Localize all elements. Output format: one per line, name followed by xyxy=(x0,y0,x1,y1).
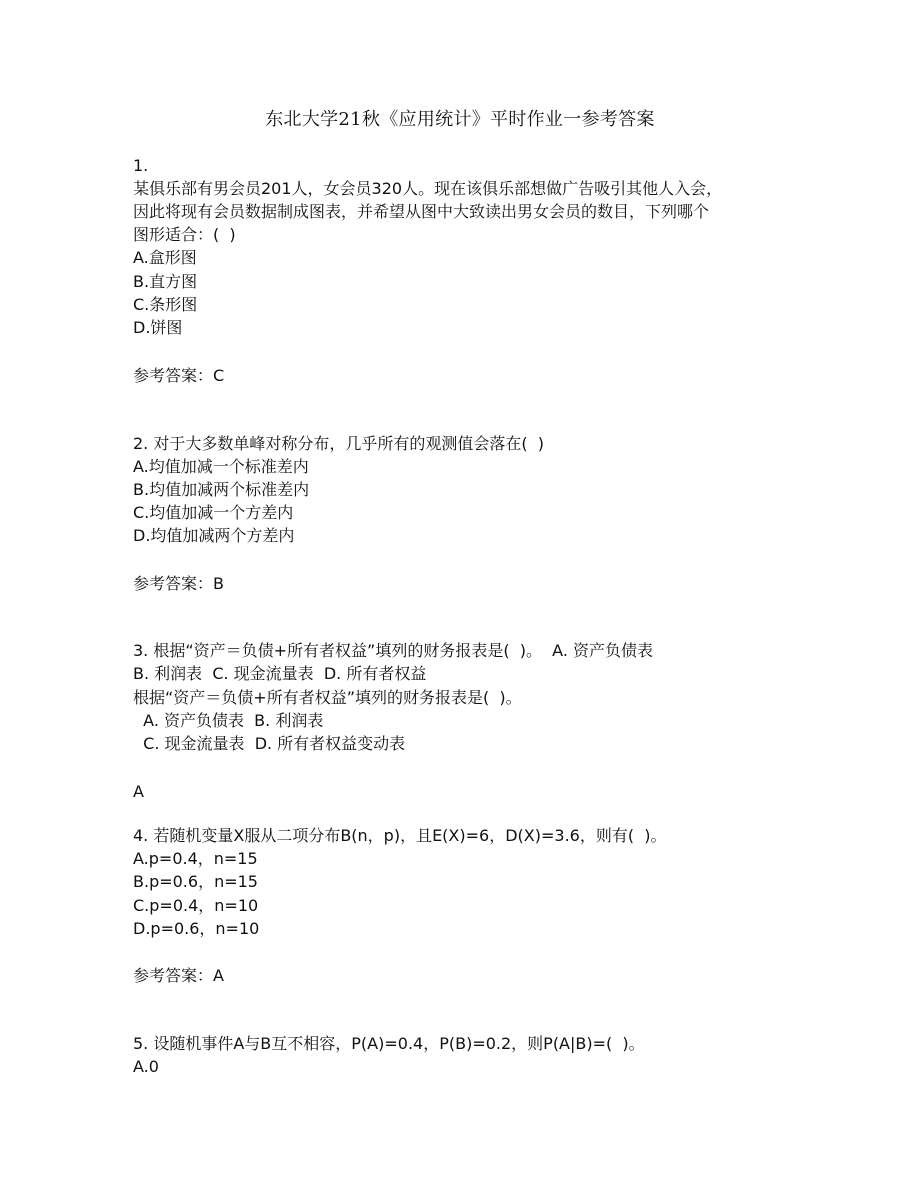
question-1-stem-line-1: 某俱乐部有男会员201人，女会员320人。现在该俱乐部想做广告吸引其他人入会， xyxy=(133,179,723,198)
question-1-option-d: D.饼图 xyxy=(133,318,183,337)
question-1-stem-line-3: 图形适合：( ) xyxy=(133,225,236,244)
question-5-stem: 5. 设随机事件A与B互不相容，P(A)=0.4，P(B)=0.2，则P(A|B)=( )。 xyxy=(133,1034,645,1053)
question-1-stem-line-2: 因此将现有会员数据制成图表，并希望从图中大致读出男女会员的数目，下列哪个 xyxy=(133,202,710,221)
question-1-answer: 参考答案：C xyxy=(133,366,225,385)
question-2-stem: 2. 对于大多数单峰对称分布，几乎所有的观测值会落在( ) xyxy=(133,434,545,453)
question-2-option-a: A.均值加减一个标准差内 xyxy=(133,457,309,476)
question-4-option-b: B.p=0.6，n=15 xyxy=(133,872,258,891)
question-1-number: 1. xyxy=(133,156,149,175)
question-3-stem-line-1: 3. 根据“资产＝负债+所有者权益”填列的财务报表是( )。 A. 资产负债表 xyxy=(133,641,654,660)
question-4-option-a: A.p=0.4，n=15 xyxy=(133,849,258,868)
question-4-stem: 4. 若随机变量X服从二项分布B(n，p)，且E(X)=6，D(X)=3.6，则有( )。 xyxy=(133,826,667,845)
question-1-option-b: B.直方图 xyxy=(133,272,198,291)
question-1-option-c: C.条形图 xyxy=(133,295,198,314)
question-2-option-c: C.均值加减一个方差内 xyxy=(133,503,294,522)
question-1-option-a: A.盒形图 xyxy=(133,248,197,267)
question-4-answer: 参考答案：A xyxy=(133,966,224,985)
question-3-answer: A xyxy=(133,782,144,801)
question-2-option-b: B.均值加减两个标准差内 xyxy=(133,480,310,499)
document-title: 东北大学21秋《应用统计》平时作业一参考答案 xyxy=(265,109,655,130)
question-4-option-c: C.p=0.4，n=10 xyxy=(133,896,259,915)
question-3-stem-line-2: B. 利润表 C. 现金流量表 D. 所有者权益 xyxy=(133,664,427,683)
question-4-option-d: D.p=0.6，n=10 xyxy=(133,919,260,938)
question-3-stem-line-3: 根据“资产＝负债+所有者权益”填列的财务报表是( )。 xyxy=(133,688,522,707)
question-2-option-d: D.均值加减两个方差内 xyxy=(133,526,295,545)
question-3-stem-line-4: A. 资产负债表 B. 利润表 xyxy=(133,711,324,730)
question-3-stem-line-5: C. 现金流量表 D. 所有者权益变动表 xyxy=(133,734,406,753)
question-2-answer: 参考答案：B xyxy=(133,574,224,593)
question-5-option-a: A.0 xyxy=(133,1057,159,1076)
